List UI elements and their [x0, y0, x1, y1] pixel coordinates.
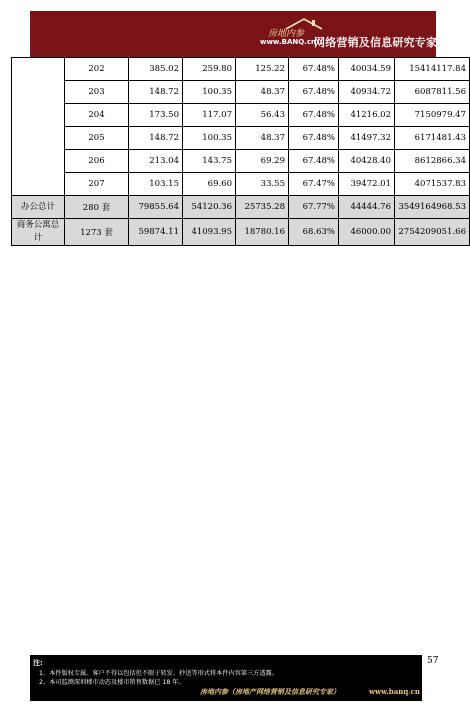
- footer-brand-bar: [30, 686, 422, 700]
- summary-cell-b: 54120.36: [183, 196, 236, 219]
- table-cell-b: 117.07: [183, 104, 236, 127]
- table-row: [12, 58, 470, 81]
- note-line-1: 1、本件版权专属。客户不得以包括但不限于转发、抄送等形式将本件内容第三方透露。: [39, 670, 279, 677]
- page-number: 57: [427, 656, 439, 666]
- table-cell-c: 48.37: [236, 127, 289, 150]
- logo-chinese-text: 房地内参: [268, 29, 305, 39]
- table-cell-a: 385.02: [129, 58, 183, 81]
- table-cell-price: 40934.72: [339, 81, 395, 104]
- table-cell-price: 39472.01: [339, 173, 395, 196]
- table-cell-price: 40428.40: [339, 150, 395, 173]
- table-cell-a: 148.72: [129, 127, 183, 150]
- table-cell-a: 103.15: [129, 173, 183, 196]
- sales-data-table: [11, 57, 470, 246]
- summary-cell-total: 3549164968.53: [395, 196, 470, 219]
- unit-cell: 206: [65, 150, 129, 173]
- table-cell-total: 7150979.47: [395, 104, 470, 127]
- table-cell-b: 100.35: [183, 127, 236, 150]
- unit-cell: 205: [65, 127, 129, 150]
- summary-row: [12, 196, 470, 219]
- unit-cell: 202: [65, 58, 129, 81]
- footer-brand-text: 房地内参（房地产网络营销及信息研究专家）: [200, 687, 340, 696]
- table-cell-b: 259.80: [183, 58, 236, 81]
- table-cell-total: 6171481.43: [395, 127, 470, 150]
- summary-cell-c: 18780.16: [236, 219, 289, 246]
- summary-cell-total: 2754209051.66: [395, 219, 470, 246]
- unit-cell: 207: [65, 173, 129, 196]
- summary-cell-price: 46000.00: [339, 219, 395, 246]
- table-cell-price: 40034.59: [339, 58, 395, 81]
- brand-logo: [260, 17, 438, 53]
- unit-cell: 204: [65, 104, 129, 127]
- table-cell-a: 148.72: [129, 81, 183, 104]
- table-cell-b: 69.60: [183, 173, 236, 196]
- table-row: [12, 173, 470, 196]
- blank-group-cell: [12, 58, 65, 196]
- logo-url-text: www.BANQ.cn: [260, 38, 316, 46]
- unit-cell: 203: [65, 81, 129, 104]
- table-cell-pct: 67.48%: [289, 81, 339, 104]
- note-line-2: 2、本司监测深圳楼市动态及楼市销售数据已 18 年。: [39, 679, 185, 686]
- table-cell-price: 41216.02: [339, 104, 395, 127]
- table-cell-total: 6087811.56: [395, 81, 470, 104]
- table-cell-pct: 67.48%: [289, 127, 339, 150]
- table-cell-price: 41497.32: [339, 127, 395, 150]
- summary-cell-c: 25735.28: [236, 196, 289, 219]
- header-banner: [30, 11, 436, 57]
- footer-notes: [30, 655, 422, 701]
- banner-title: 网络营销及信息研究专家: [314, 36, 438, 49]
- summary-label: 办公总计: [12, 196, 65, 219]
- summary-cell-b: 41093.95: [183, 219, 236, 246]
- table-cell-a: 213.04: [129, 150, 183, 173]
- table-cell-pct: 67.48%: [289, 58, 339, 81]
- table-cell-c: 33.55: [236, 173, 289, 196]
- table-row: [12, 127, 470, 150]
- summary-row: [12, 219, 470, 246]
- summary-cell-a: 59874.11: [129, 219, 183, 246]
- table-cell-c: 69.29: [236, 150, 289, 173]
- table-cell-c: 125.22: [236, 58, 289, 81]
- summary-count: 1273 套: [65, 219, 129, 246]
- summary-count: 280 套: [65, 196, 129, 219]
- summary-cell-price: 44444.76: [339, 196, 395, 219]
- table-cell-b: 100.35: [183, 81, 236, 104]
- table-cell-total: 8612866.34: [395, 150, 470, 173]
- table-cell-pct: 67.48%: [289, 104, 339, 127]
- summary-cell-pct: 68.63%: [289, 219, 339, 246]
- table-cell-total: 15414117.84: [395, 58, 470, 81]
- table-cell-pct: 67.47%: [289, 173, 339, 196]
- table-cell-pct: 67.48%: [289, 150, 339, 173]
- table-row: [12, 81, 470, 104]
- note-heading: 注:: [33, 659, 43, 667]
- summary-label: 商务公寓总计: [12, 219, 65, 246]
- table-cell-c: 48.37: [236, 81, 289, 104]
- footer-brand-url: www.banq.cn: [368, 687, 420, 696]
- table-cell-b: 143.75: [183, 150, 236, 173]
- table-cell-a: 173.50: [129, 104, 183, 127]
- table-cell-c: 56.43: [236, 104, 289, 127]
- table-row: [12, 104, 470, 127]
- table-cell-total: 4071537.83: [395, 173, 470, 196]
- summary-cell-a: 79855.64: [129, 196, 183, 219]
- summary-cell-pct: 67.77%: [289, 196, 339, 219]
- table-row: [12, 150, 470, 173]
